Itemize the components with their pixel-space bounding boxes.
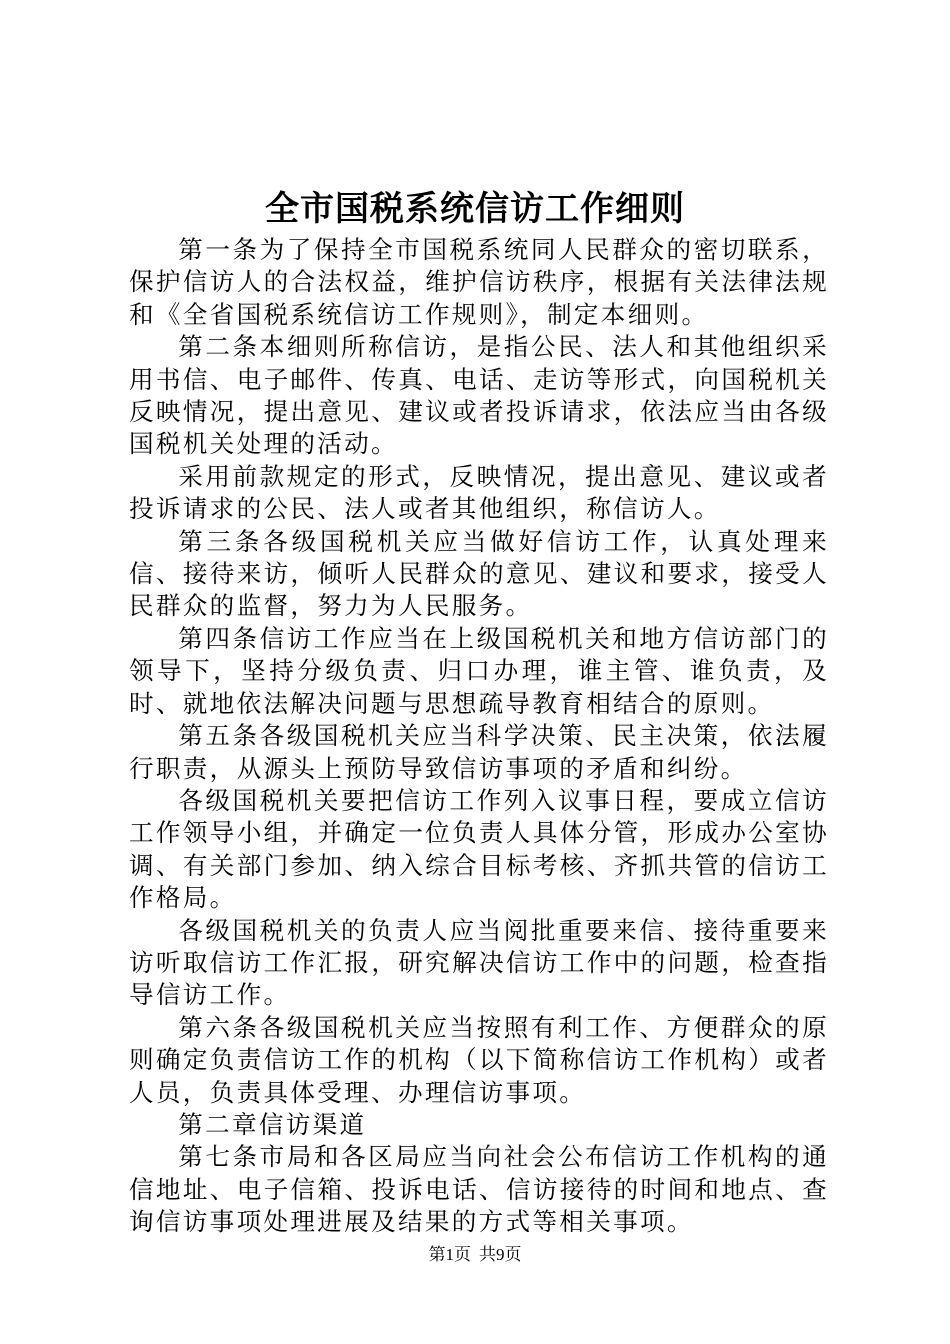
document-title: 全市国税系统信访工作细则 (265, 189, 685, 229)
paragraph-article-7: 第七条市局和各区局应当向社会公布信访工作机构的通信地址、电子信箱、投诉电话、信访接待的时间和地点、查询信访事项处理进展及结果的方式等相关事项。 (129, 1142, 829, 1237)
paragraph-article-4: 第四条信访工作应当在上级国税机关和地方信访部门的领导下，坚持分级负责、归口办理，谁主管、谁负责，及时、就地依法解决问题与思想疏导教育相结合的原则。 (129, 623, 829, 718)
page-total: 共9页 (479, 1245, 522, 1264)
paragraph-article-1: 第一条为了保持全市国税系统同人民群众的密切联系，保护信访人的合法权益，维护信访秩序，根据有关法律法规和《全省国税系统信访工作规则》，制定本细则。 (129, 235, 829, 329)
page-footer (0, 1243, 950, 1267)
paragraph-article-2: 第二条本细则所称信访，是指公民、法人和其他组织采用书信、电子邮件、传真、电话、走访等形式，向国税机关反映情况，提出意见、建议或者投诉请求，依法应当由各级国税机关处理的活动。 (129, 332, 829, 459)
paragraph-article-3: 第三条各级国税机关应当做好信访工作，认真处理来信、接待来访，倾听人民群众的意见、建议和要求，接受人民群众的监督，努力为人民服务。 (129, 526, 829, 621)
paragraph-article-5: 第五条各级国税机关应当科学决策、民主决策，依法履行职责，从源头上预防导致信访事项的矛盾和纠纷。 (129, 721, 829, 783)
paragraph-article-5-cont-1: 各级国税机关要把信访工作列入议事日程，要成立信访工作领导小组，并确定一位负责人具体分管，形成办公室协调、有关部门参加、纳入综合目标考核、齐抓共管的信访工作格局。 (129, 785, 829, 913)
document-body (129, 234, 829, 1239)
paragraph-article-2-cont: 采用前款规定的形式，反映情况，提出意见、建议或者投诉请求的公民、法人或者其他组织，称信访人。 (129, 461, 829, 524)
paragraph-article-5-cont-2: 各级国税机关的负责人应当阅批重要来信、接待重要来访听取信访工作汇报，研究解决信访工作中的问题，检查指导信访工作。 (129, 915, 829, 1010)
page-number: 第1页 (428, 1245, 471, 1264)
paragraph-article-6: 第六条各级国税机关应当按照有利工作、方便群众的原则确定负责信访工作的机构（以下简称信访工作机构）或者人员，负责具体受理、办理信访事项。 (129, 1012, 829, 1107)
chapter-heading: 第二章信访渠道 (178, 1109, 367, 1139)
